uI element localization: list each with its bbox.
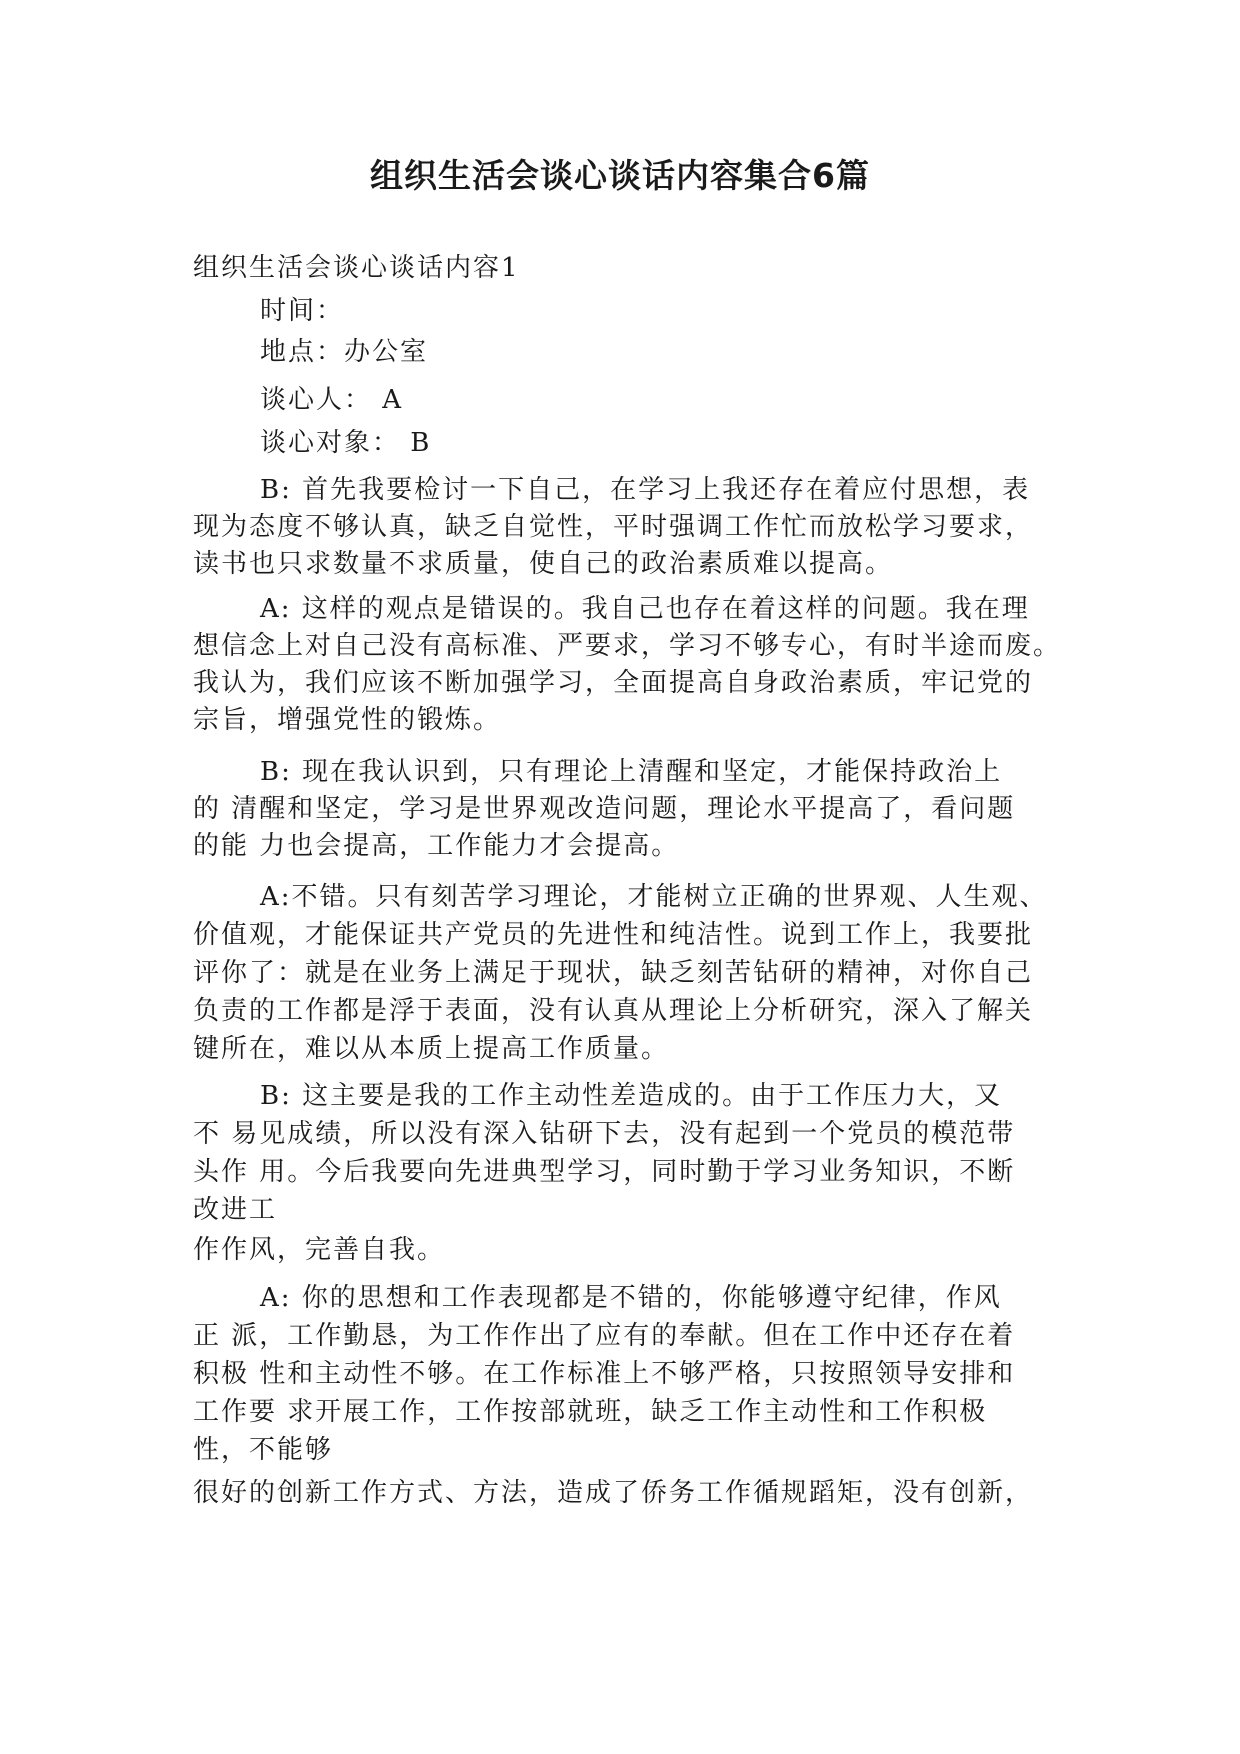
paragraph-line: B: 首先我要检讨一下自己，在学习上我还存在着应付思想，表 [260,475,1031,505]
paragraph-line: 很好的创新工作方式、方法，造成了侨务工作循规蹈矩，没有创新， [193,1478,1034,1508]
paragraph-line: 积极 性和主动性不够。在工作标准上不够严格，只按照领导安排和 [193,1359,1016,1389]
paragraph-line: 我认为，我们应该不断加强学习，全面提高自身政治素质，牢记党的 [193,668,1034,698]
paragraph-line: 正 派，工作勤恳，为工作作出了应有的奉献。但在工作中还存在着 [193,1321,1016,1351]
paragraph-line: 宗旨，增强党性的锻炼。 [193,705,502,735]
section-heading: 组织生活会谈心谈话内容1 [193,253,520,283]
document-title: 组织生活会谈心谈话内容集合6篇 [370,156,870,195]
paragraph-line: 作作风，完善自我。 [193,1235,446,1265]
paragraph-line: 工作要 求开展工作，工作按部就班，缺乏工作主动性和工作积极 [193,1397,988,1427]
paragraph-line: 现为态度不够认真，缺乏自觉性，平时强调工作忙而放松学习要求， [193,512,1034,542]
paragraph-line: 负责的工作都是浮于表面，没有认真从理论上分析研究，深入了解关 [193,996,1034,1026]
paragraph-line: 想信念上对自己没有高标准、严要求，学习不够专心，有时半途而废。 [193,631,1062,661]
meta-place: 地点：办公室 [260,337,429,367]
paragraph-line: B: 现在我认识到，只有理论上清醒和坚定，才能保持政治上 [260,757,1003,787]
paragraph-line: 改进工 [193,1195,278,1225]
paragraph-line: 不 易见成绩，所以没有深入钻研下去，没有起到一个党员的模范带 [193,1119,1016,1149]
paragraph-line: A: 这样的观点是错误的。我自己也存在着这样的问题。我在理 [260,594,1030,624]
paragraph-line: A: 你的思想和工作表现都是不错的，你能够遵守纪律，作风 [260,1283,1002,1313]
paragraph-line: 的能 力也会提高，工作能力才会提高。 [193,831,680,861]
paragraph-line: 性，不能够 [193,1435,334,1465]
meta-target: 谈心对象： B [260,428,432,458]
paragraph-line: 评你了：就是在业务上满足于现状，缺乏刻苦钻研的精神，对你自己 [193,958,1034,988]
paragraph-line: A:不错。只有刻苦学习理论，才能树立正确的世界观、人生观、 [260,882,1048,912]
meta-talker: 谈心人： A [260,385,404,415]
paragraph-line: 读书也只求数量不求质量，使自己的政治素质难以提高。 [193,549,894,579]
paragraph-line: 的 清醒和坚定，学习是世界观改造问题，理论水平提高了，看问题 [193,794,1016,824]
paragraph-line: B: 这主要是我的工作主动性差造成的。由于工作压力大，又 [260,1081,1003,1111]
meta-time: 时间： [260,296,345,326]
paragraph-line: 头作 用。今后我要向先进典型学习，同时勤于学习业务知识，不断 [193,1157,1016,1187]
paragraph-line: 价值观，才能保证共产党员的先进性和纯洁性。说到工作上，我要批 [193,920,1034,950]
paragraph-line: 键所在，难以从本质上提高工作质量。 [193,1034,670,1064]
